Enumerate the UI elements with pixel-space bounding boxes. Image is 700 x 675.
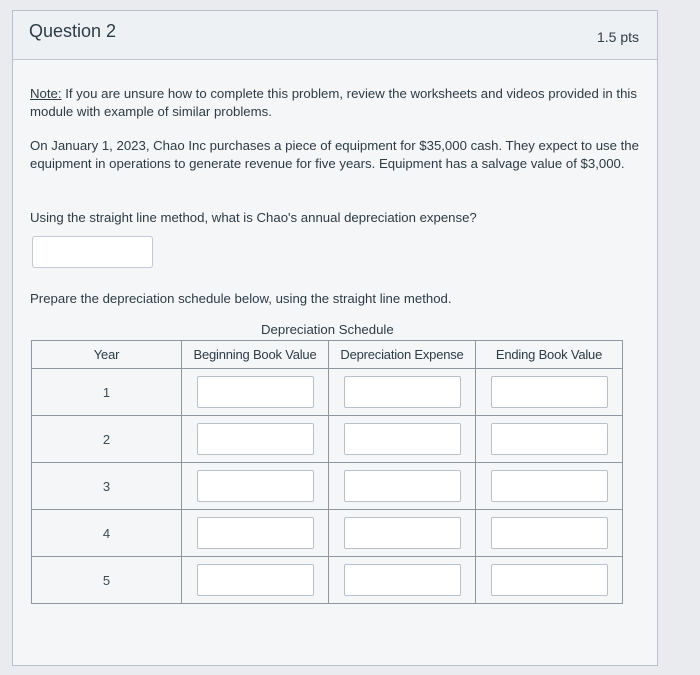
- table-row: [32, 557, 623, 604]
- ending-book-value-input[interactable]: [491, 423, 608, 455]
- table-header-row: [32, 341, 623, 369]
- depreciation-expense-input[interactable]: [344, 517, 461, 549]
- ending-book-value-input[interactable]: [491, 470, 608, 502]
- depreciation-expense-input[interactable]: [344, 564, 461, 596]
- problem-text: On January 1, 2023, Chao Inc purchases a piece of equipment for $35,000 cash. They expect to use the equipment in operations to generate revenue for five years. Equipment has a salvage value of $3,000.: [30, 138, 639, 171]
- column-header-depreciation-expense: Depreciation Expense: [329, 341, 476, 369]
- beginning-book-value-input[interactable]: [197, 470, 314, 502]
- year-cell: 1: [32, 369, 182, 416]
- ending-book-value-input[interactable]: [491, 517, 608, 549]
- depreciation-expense-input[interactable]: [344, 470, 461, 502]
- column-header-beginning-book-value: Beginning Book Value: [182, 341, 329, 369]
- question-header: [13, 11, 657, 60]
- note-paragraph: [30, 85, 640, 121]
- depreciation-expense-input[interactable]: [344, 423, 461, 455]
- beginning-book-value-input[interactable]: [197, 376, 314, 408]
- note-text: If you are unsure how to complete this problem, review the worksheets and videos provided in this module with example of similar problems.: [30, 86, 637, 119]
- year-cell: 4: [32, 510, 182, 557]
- ending-book-value-input[interactable]: [491, 376, 608, 408]
- year-cell: 5: [32, 557, 182, 604]
- beginning-book-value-input[interactable]: [197, 423, 314, 455]
- ending-book-value-input[interactable]: [491, 564, 608, 596]
- table-row: [32, 463, 623, 510]
- question-points: 1.5 pts: [596, 29, 639, 45]
- table-row: [32, 510, 623, 557]
- prompt-text: Using the straight line method, what is Chao's annual depreciation expense?: [30, 210, 477, 225]
- prepare-text: Prepare the depreciation schedule below, using the straight line method.: [30, 291, 452, 306]
- note-label: Note:: [30, 86, 62, 101]
- beginning-book-value-input[interactable]: [197, 517, 314, 549]
- year-cell: 2: [32, 416, 182, 463]
- column-header-ending-book-value: Ending Book Value: [476, 341, 623, 369]
- beginning-book-value-input[interactable]: [197, 564, 314, 596]
- table-row: [32, 369, 623, 416]
- column-header-year: Year: [32, 341, 182, 369]
- depreciation-expense-input[interactable]: [344, 376, 461, 408]
- year-cell: 3: [32, 463, 182, 510]
- table-row: [32, 416, 623, 463]
- schedule-title: Depreciation Schedule: [261, 322, 394, 337]
- question-card: [12, 10, 658, 666]
- question-title: Question 2: [29, 21, 117, 41]
- annual-depreciation-input[interactable]: [32, 236, 153, 268]
- depreciation-schedule-table: [31, 340, 623, 604]
